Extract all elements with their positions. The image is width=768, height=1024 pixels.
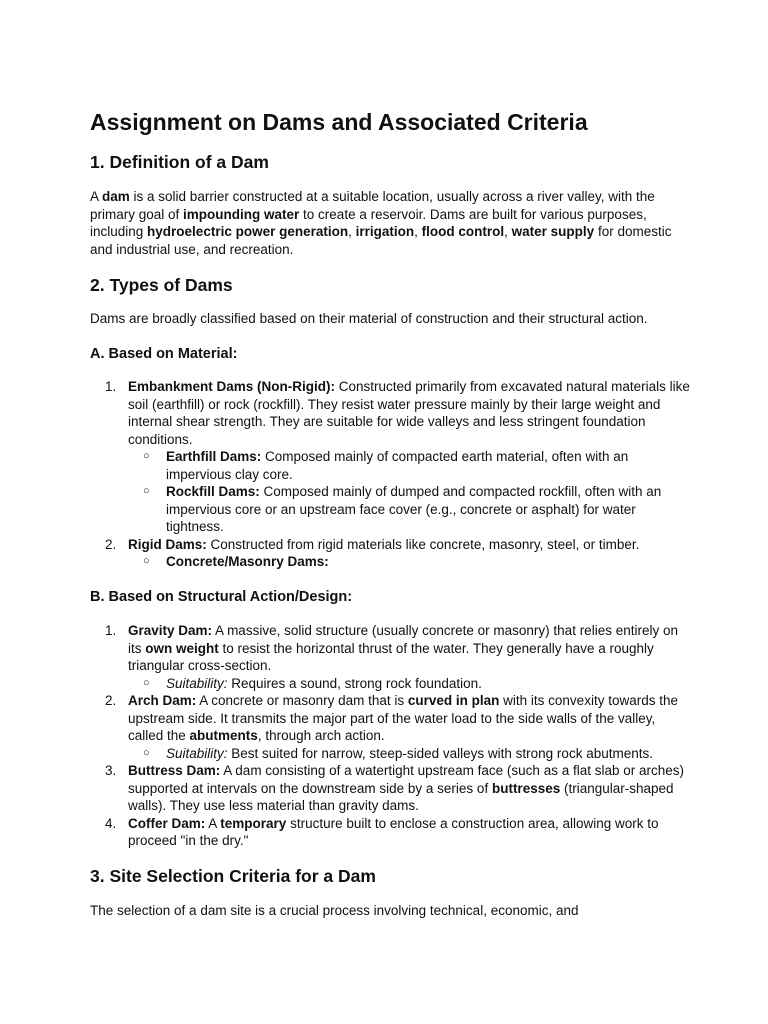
text-run: , — [348, 224, 356, 239]
circle-bullet-icon: ○ — [143, 746, 150, 759]
bold-text: Arch Dam: — [128, 693, 197, 708]
text-run: , through arch action. — [257, 728, 385, 743]
text-run: A — [205, 815, 221, 831]
list-number: 2. — [105, 536, 117, 552]
section-2b-heading: B. Based on Structural Action/Design: — [90, 589, 353, 605]
bold-text: water supply — [511, 224, 595, 239]
text-run: A dam consisting of a watertight upstream face (such as a flat slab or arches) supported at intervals on the downstream side by a series of — [128, 763, 685, 796]
sub-list-item — [90, 675, 690, 693]
bold-text: dam — [102, 189, 130, 204]
list-item — [90, 378, 690, 448]
text-run: structure built to enclose a construction area, allowing work to proceed "in the dry." — [128, 815, 659, 848]
bold-text: hydroelectric power generation — [147, 224, 349, 239]
list-number: 1. — [105, 623, 117, 638]
bold-text: Earthfill Dams: — [166, 449, 262, 464]
italic-text: Suitability: — [166, 745, 228, 761]
bold-text: impounding water — [183, 206, 300, 222]
text-run: to create a reservoir. Dams are built for various purposes, including — [90, 206, 647, 239]
section-3-intro: The selection of a dam site is a crucial process involving technical, economic, and — [90, 903, 579, 918]
list-number: 3. — [105, 763, 117, 778]
section-2-intro: Dams are broadly classified based on their material of construction and their structural action. — [90, 311, 648, 326]
list-item — [90, 815, 690, 850]
section-3-heading: 3. Site Selection Criteria for a Dam — [90, 866, 376, 886]
text-run: Constructed primarily from excavated natural materials like soil (earthfill) or rock (rockfill). They resist water pressure mainly by their large weight and internal shear strength. They are suitable for wide valleys and less stringent foundation conditions. — [128, 379, 690, 447]
text-run: Best suited for narrow, steep-sided valleys with strong rock abutments. — [227, 745, 653, 761]
sub-list-item — [90, 745, 690, 763]
bold-text: curved in plan — [407, 693, 500, 708]
text-run: A concrete or masonry dam that is — [196, 693, 408, 708]
text-run: Composed mainly of compacted earth material, often with an impervious clay core. — [166, 449, 629, 482]
text-run: A massive, solid structure (usually concrete or masonry) that relies entirely on its — [128, 623, 678, 656]
circle-bullet-icon: ○ — [143, 485, 150, 497]
circle-bullet-icon: ○ — [143, 555, 150, 567]
text-run: to resist the horizontal thrust of the water. They generally have a roughly triangular cross-section. — [128, 640, 654, 673]
list-number: 2. — [105, 693, 117, 708]
section-1-heading: 1. Definition of a Dam — [90, 152, 269, 172]
text-run: , — [414, 224, 422, 239]
bold-text: Gravity Dam: — [128, 623, 213, 638]
material-types-list — [90, 378, 690, 571]
section-2a-heading: A. Based on Material: — [90, 346, 238, 362]
list-item — [90, 622, 690, 675]
structural-types-list — [90, 622, 690, 850]
list-number: 4. — [105, 815, 117, 831]
text-run: for domestic and industrial use, and recreation. — [90, 224, 672, 257]
list-item — [90, 692, 690, 745]
bold-text: temporary — [220, 815, 287, 831]
text-run: Constructed from rigid materials like concrete, masonry, steel, or timber. — [206, 536, 640, 552]
text-run: , — [504, 224, 512, 239]
text-run: Composed mainly of dumped and compacted rockfill, often with an impervious core or an upstream face cover (e.g., concrete or asphalt) for water tightness. — [166, 484, 662, 534]
text-run: A — [90, 189, 103, 204]
bold-text: Rigid Dams: — [128, 536, 207, 552]
list-item — [90, 536, 690, 554]
circle-bullet-icon: ○ — [143, 450, 150, 462]
bold-text: own weight — [145, 640, 219, 656]
text-run: (triangular-shaped walls). They use less material than gravity dams. — [128, 780, 674, 813]
italic-text: Suitability: — [166, 675, 228, 691]
document-title: Assignment on Dams and Associated Criteria — [90, 109, 588, 135]
text-run: is a solid barrier constructed at a suitable location, usually across a river valley, with the primary goal of — [90, 189, 655, 222]
circle-bullet-icon: ○ — [143, 676, 150, 689]
bold-text: irrigation — [355, 224, 415, 239]
bold-text: Buttress Dam: — [128, 763, 221, 778]
section-1-paragraph — [90, 188, 680, 258]
bold-text: flood control — [421, 224, 505, 239]
list-number: 1. — [105, 379, 117, 394]
section-2-heading: 2. Types of Dams — [90, 275, 233, 295]
sub-list-item — [90, 553, 690, 571]
text-run: Requires a sound, strong rock foundation. — [227, 675, 482, 691]
bold-text: Concrete/Masonry Dams: — [166, 554, 329, 569]
bold-text: buttresses — [491, 780, 561, 796]
sub-list-item — [90, 448, 690, 483]
sub-list-item — [90, 483, 690, 536]
bold-text: Rockfill Dams: — [166, 484, 260, 499]
bold-text: abutments — [189, 728, 258, 743]
text-run: with its convexity towards the upstream side. It transmits the major part of the water load to the side walls of the valley, called the — [128, 693, 678, 743]
bold-text: Embankment Dams (Non-Rigid): — [128, 379, 336, 394]
list-item — [90, 762, 690, 815]
bold-text: Coffer Dam: — [128, 815, 206, 831]
